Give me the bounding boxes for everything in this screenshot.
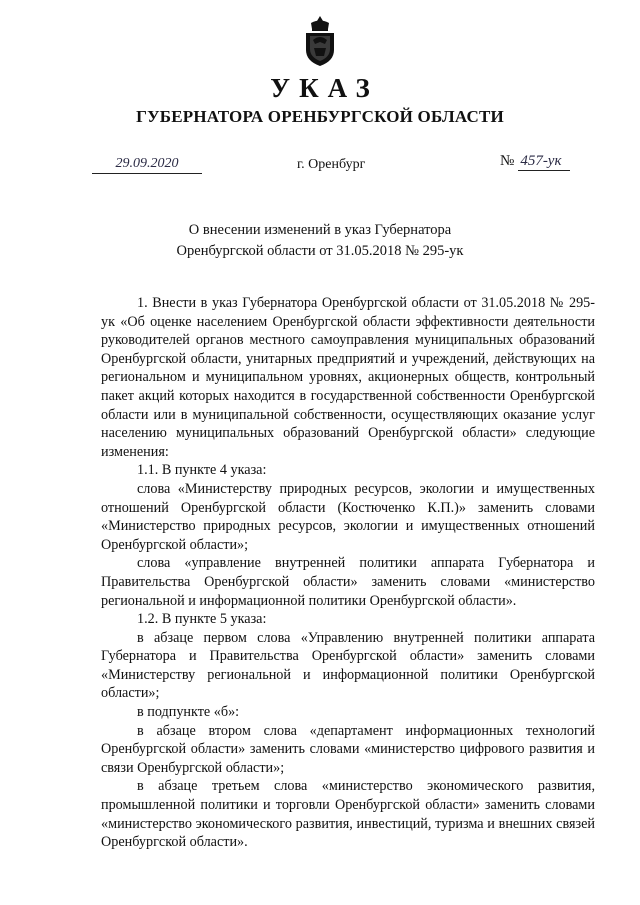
document-subject [0,220,640,262]
number-sign: № [500,153,515,169]
body-paragraph: 1.2. В пункте 5 указа: [137,611,267,628]
subject-line-1: О внесении изменений в указ Губернатора [188,222,452,238]
body-paragraph: 1. Внести в указ Губернатора Оренбургской области от 31.05.2018 № 295-ук «Об оценке населением Оренбургской области эффективности деятельности руководителей органов местного самоуправления муниципальных образований Оренбургской области, унитарных предприятий и учреждений, действующих на региональном и муниципальном уровнях, акционерных обществ, контрольный пакет акций которых находится в государственной собственности Оренбургской области или в муниципальной собственности, осуществляющих оказание услуг населению муниципальных образований Оренбургской области» следующие изменения: [101,295,595,460]
document-title: УКАЗ [270,73,379,103]
document-date: 29.09.2020 [92,156,202,174]
document-subtitle: ГУБЕРНАТОРА ОРЕНБУРГСКОЙ ОБЛАСТИ [136,107,504,126]
coat-of-arms-emblem [302,14,338,68]
document-number [500,153,570,171]
body-paragraph: слова «Министерству природных ресурсов, экологии и имущественных отношений Оренбургской области (Костюченко К.П.)» заменить словами «Министерство природных ресурсов, экологии и имущественных отношений Оренбургской области»; [101,480,595,553]
number-value: 457-ук [518,153,570,171]
body-paragraph: 1.1. В пункте 4 указа: [137,462,267,479]
body-paragraph: в абзаце первом слова «Управлению внутренней политики аппарата Губернатора и Правительства Оренбургской области» заменить словами «Министерству региональной и информационной политики Оренбургской области»; [101,629,595,702]
subject-line-2: Оренбургской области от 31.05.2018 № 295-ук [176,243,464,259]
document-body [101,294,595,852]
document-city: г. Оренбург [297,157,366,172]
body-paragraph: в подпункте «б»: [137,704,240,721]
body-paragraph: слова «управление внутренней политики аппарата Губернатора и Правительства Оренбургской области» заменить словами «министерство региональной и информационной политики Оренбургской области». [101,555,595,609]
body-paragraph: в абзаце втором слова «департамент информационных технологий Оренбургской области» заменить словами «министерство цифрового развития и связи Оренбургской области»; [101,722,595,776]
body-paragraph: в абзаце третьем слова «министерство экономического развития, промышленной политики и торговли Оренбургской области» заменить словами «министерство экономического развития, инвестиций, туризма и внешних связей Оренбургской области». [101,778,595,851]
